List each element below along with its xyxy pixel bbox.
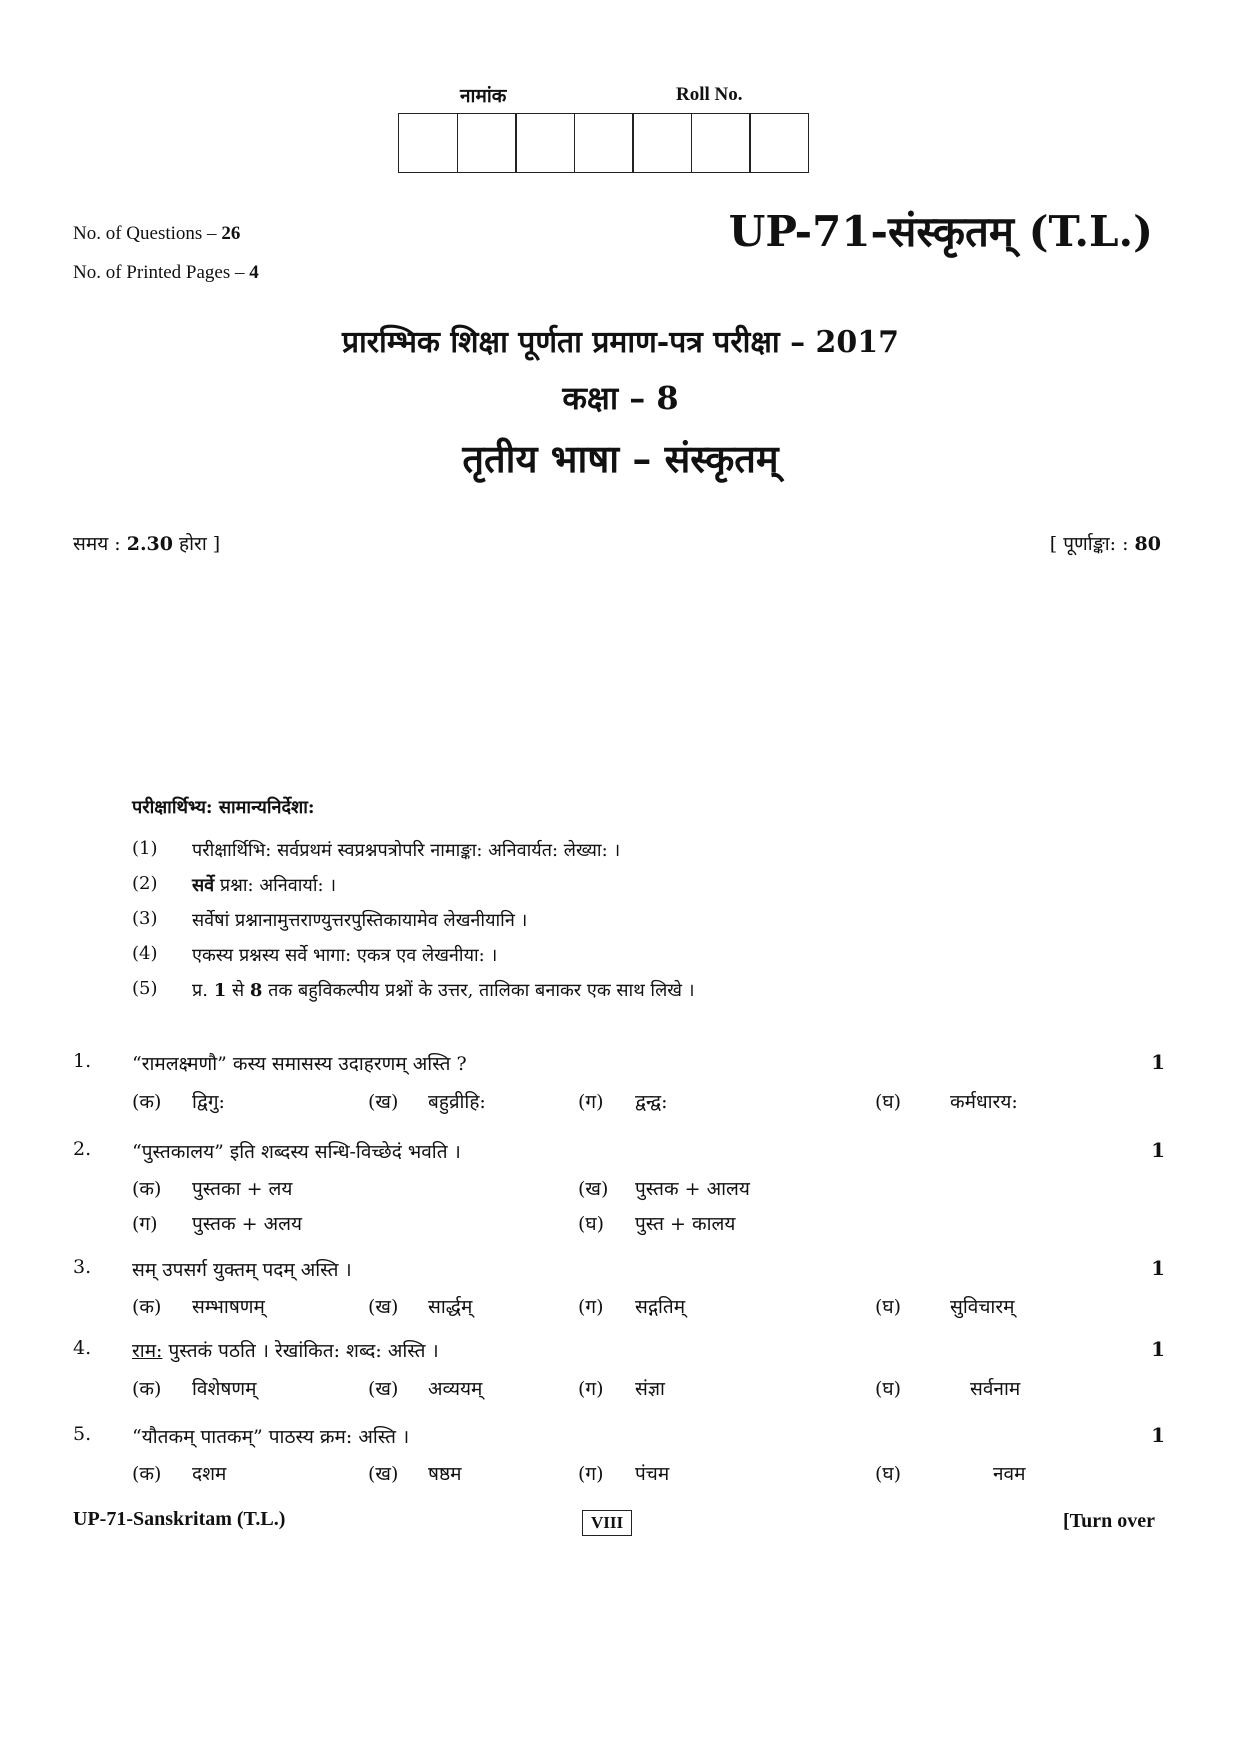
question-number: 5. (73, 1423, 92, 1445)
instruction-rest: तक बहुविकल्पीय प्रश्नों के उत्तर, तालिका बनाकर एक साथ लिखे । (268, 980, 695, 1001)
option-label: (ग) (578, 1091, 604, 1113)
footer-turn-over: [Turn over (1062, 1510, 1155, 1532)
roll-digit-box[interactable] (691, 113, 751, 173)
option-label: (घ) (875, 1463, 902, 1485)
instruction-text: सर्वेषां प्रश्नानामुत्तराण्युत्तरपुस्तिकायामेव लेखनीयानि । (192, 910, 528, 931)
option-text: सार्द्धम् (428, 1296, 473, 1318)
instruction-pre: प्र. (192, 980, 208, 1001)
num-questions-value: 26 (221, 223, 241, 244)
instruction-number: (2) (132, 873, 158, 894)
instruction-bold-number: 8 (249, 980, 263, 1001)
option-text: द्वन्द्व: (635, 1091, 668, 1113)
num-pages-value: 4 (249, 262, 259, 283)
instruction-text: परीक्षार्थिभि: सर्वप्रथमं स्वप्रश्नपत्रोपरि नामाङ्का: अनिवार्यत: लेख्या: । (192, 840, 621, 861)
question-marks: 1 (1151, 1138, 1165, 1162)
option-label: (घ) (578, 1213, 605, 1235)
option-label: (ग) (132, 1213, 158, 1235)
option-label: (ग) (578, 1463, 604, 1485)
option-label: (घ) (875, 1296, 902, 1318)
question-text-rest: पुस्तकं पठति । रेखांकित: शब्द: अस्ति । (168, 1340, 439, 1362)
option-text: सम्भाषणम् (192, 1296, 265, 1318)
instruction-text (192, 978, 695, 1002)
time-value: 2.30 (126, 533, 173, 555)
instruction-bold: सर्वे (192, 875, 215, 896)
option-label: (क) (132, 1091, 162, 1113)
option-label: (क) (132, 1296, 162, 1318)
num-pages-label: No. of Printed Pages – (73, 262, 245, 283)
instruction-number: (1) (132, 838, 158, 859)
option-text: पुस्तक + अलय (192, 1213, 303, 1235)
roll-digit-box[interactable] (749, 113, 809, 173)
option-label: (घ) (875, 1091, 902, 1113)
option-text: विशेषणम् (192, 1378, 257, 1400)
option-text: द्विगु: (192, 1091, 225, 1113)
exam-title: प्रारम्भिक शिक्षा पूर्णता प्रमाण-पत्र परीक्षा – 2017 (341, 325, 900, 360)
option-label: (ग) (578, 1378, 604, 1400)
instruction-item (132, 873, 1032, 899)
option-label: (ख) (578, 1178, 609, 1200)
marks-value: 80 (1134, 533, 1161, 555)
roll-digit-box[interactable] (457, 113, 517, 173)
instruction-number: (3) (132, 908, 158, 929)
roll-digit-box[interactable] (632, 113, 692, 173)
option-text: कर्मधारय: (950, 1091, 1018, 1113)
option-text: सर्वनाम (970, 1378, 1021, 1400)
option-text: सुविचारम् (950, 1296, 1015, 1318)
question-number: 3. (73, 1256, 92, 1278)
question-text: “रामलक्ष्मणौ” कस्य समासस्य उदाहरणम् अस्ति ? (132, 1053, 467, 1075)
instruction-number: (4) (132, 943, 158, 964)
question-marks: 1 (1151, 1050, 1165, 1074)
option-text: दशम (192, 1463, 227, 1485)
paper-code: UP-71-संस्कृतम् (T.L.) (728, 207, 1153, 256)
option-text: सद्गतिम् (635, 1296, 686, 1318)
num-questions (73, 223, 240, 245)
option-label: (क) (132, 1178, 162, 1200)
question-marks: 1 (1151, 1337, 1165, 1361)
num-pages (73, 262, 259, 284)
question-text (132, 1337, 439, 1363)
instruction-rest: प्रश्ना: अनिवार्या: । (219, 875, 337, 896)
instruction-item (132, 943, 1032, 969)
option-text: बहुव्रीहि: (428, 1091, 486, 1113)
instruction-bold-number: 1 (213, 980, 227, 1001)
option-text: संज्ञा (635, 1378, 665, 1400)
roll-number-boxes (398, 113, 808, 173)
option-label: (ख) (368, 1378, 399, 1400)
roll-digit-box[interactable] (515, 113, 575, 173)
option-text: पुस्तक + आलय (635, 1178, 750, 1200)
instruction-text (192, 873, 336, 897)
time-allowed (73, 530, 220, 556)
time-suffix: होरा ] (179, 533, 221, 555)
question-number: 2. (73, 1138, 92, 1160)
marks-prefix: [ पूर्णाङ्का: : (1049, 533, 1129, 555)
time-prefix: समय : (73, 533, 121, 555)
instruction-text: एकस्य प्रश्नस्य सर्वे भागा: एकत्र एव लेखनीया: । (192, 945, 498, 966)
option-label: (ख) (368, 1091, 399, 1113)
footer-paper-code: UP-71-Sanskritam (T.L.) (73, 1508, 286, 1530)
instruction-number: (5) (132, 978, 158, 999)
option-label: (ख) (368, 1296, 399, 1318)
num-questions-label: No. of Questions – (73, 223, 217, 244)
option-text: पुस्त + कालय (635, 1213, 736, 1235)
question-text: सम् उपसर्ग युक्तम् पदम् अस्ति । (132, 1259, 352, 1281)
roll-label-english: Roll No. (676, 84, 743, 105)
option-label: (क) (132, 1463, 162, 1485)
option-text: नवम (993, 1463, 1026, 1485)
roll-digit-box[interactable] (574, 113, 634, 173)
underlined-word: राम: (132, 1340, 163, 1362)
option-label: (घ) (875, 1378, 902, 1400)
question-text: “यौतकम् पातकम्” पाठस्य क्रम: अस्ति । (132, 1426, 410, 1448)
option-text: षष्ठम (428, 1463, 462, 1485)
option-text: अव्ययम् (428, 1378, 483, 1400)
question-text: “पुस्तकालय” इति शब्दस्य सन्धि-विच्छेदं भवति । (132, 1141, 461, 1163)
instruction-item (132, 978, 1032, 1004)
roll-label-hindi: नामांक (460, 85, 507, 107)
class-title: कक्षा – 8 (562, 379, 679, 417)
option-label: (ग) (578, 1296, 604, 1318)
footer-class-box: VIII (582, 1510, 632, 1536)
question-marks: 1 (1151, 1423, 1165, 1447)
option-label: (ख) (368, 1463, 399, 1485)
question-number: 1. (73, 1050, 92, 1072)
instruction-mid: से (231, 980, 245, 1001)
option-text: पंचम (635, 1463, 670, 1485)
instruction-item (132, 908, 1032, 934)
instructions-title: परीक्षार्थिभ्य: सामान्यनिर्देशा: (132, 797, 315, 818)
question-marks: 1 (1151, 1256, 1165, 1280)
instruction-item (132, 838, 1032, 864)
option-label: (क) (132, 1378, 162, 1400)
roll-digit-box[interactable] (398, 113, 458, 173)
question-number: 4. (73, 1337, 92, 1359)
option-text: पुस्तका + लय (192, 1178, 293, 1200)
max-marks (1050, 530, 1161, 556)
subject-title: तृतीय भाषा – संस्कृतम् (462, 436, 779, 481)
